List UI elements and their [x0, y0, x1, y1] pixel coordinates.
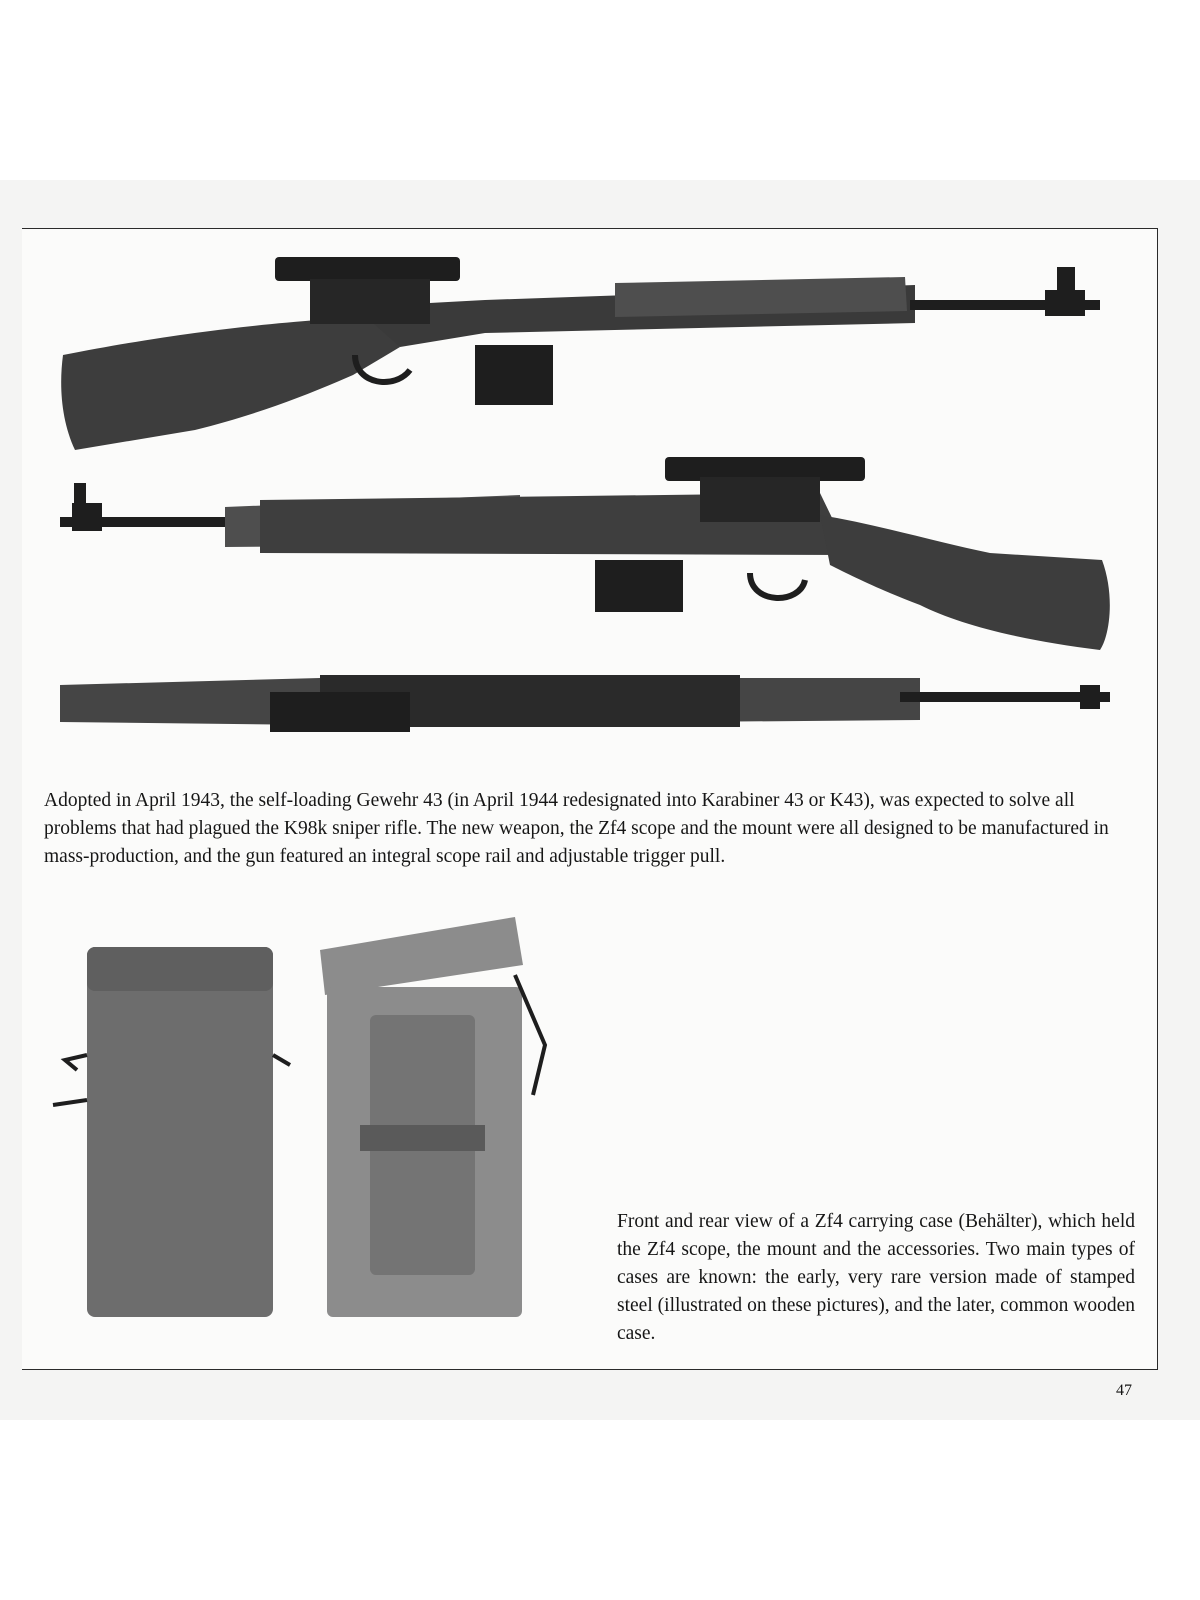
rifle-photo-top-view: [60, 670, 1120, 740]
page-number: 47: [1116, 1382, 1132, 1399]
case-photo-front: [45, 945, 295, 1325]
rifle-photo-left-side: [60, 455, 1130, 660]
case-caption: Front and rear view of a Zf4 carrying case (Behälter), which held the Zf4 scope, the mount and the accessories. Two main types of cases are known: the early, very rare version made of stamped steel (illustrated on these pictures), and the later, common wooden case.: [617, 1211, 1135, 1344]
rifle-photo-right-side: [55, 245, 1115, 460]
rifle-caption: Adopted in April 1943, the self-loading Gewehr 43 (in April 1944 redesignated into Karabiner 43 or K43), was expected to solve all problems that had plagued the K98k sniper rifle. The new weapon, the Zf4 scope and the mount were all designed to be manufactured in mass-production, and the gun featured an integral scope rail and adjustable trigger pull.: [44, 790, 1109, 867]
case-photo-rear: [315, 915, 585, 1325]
